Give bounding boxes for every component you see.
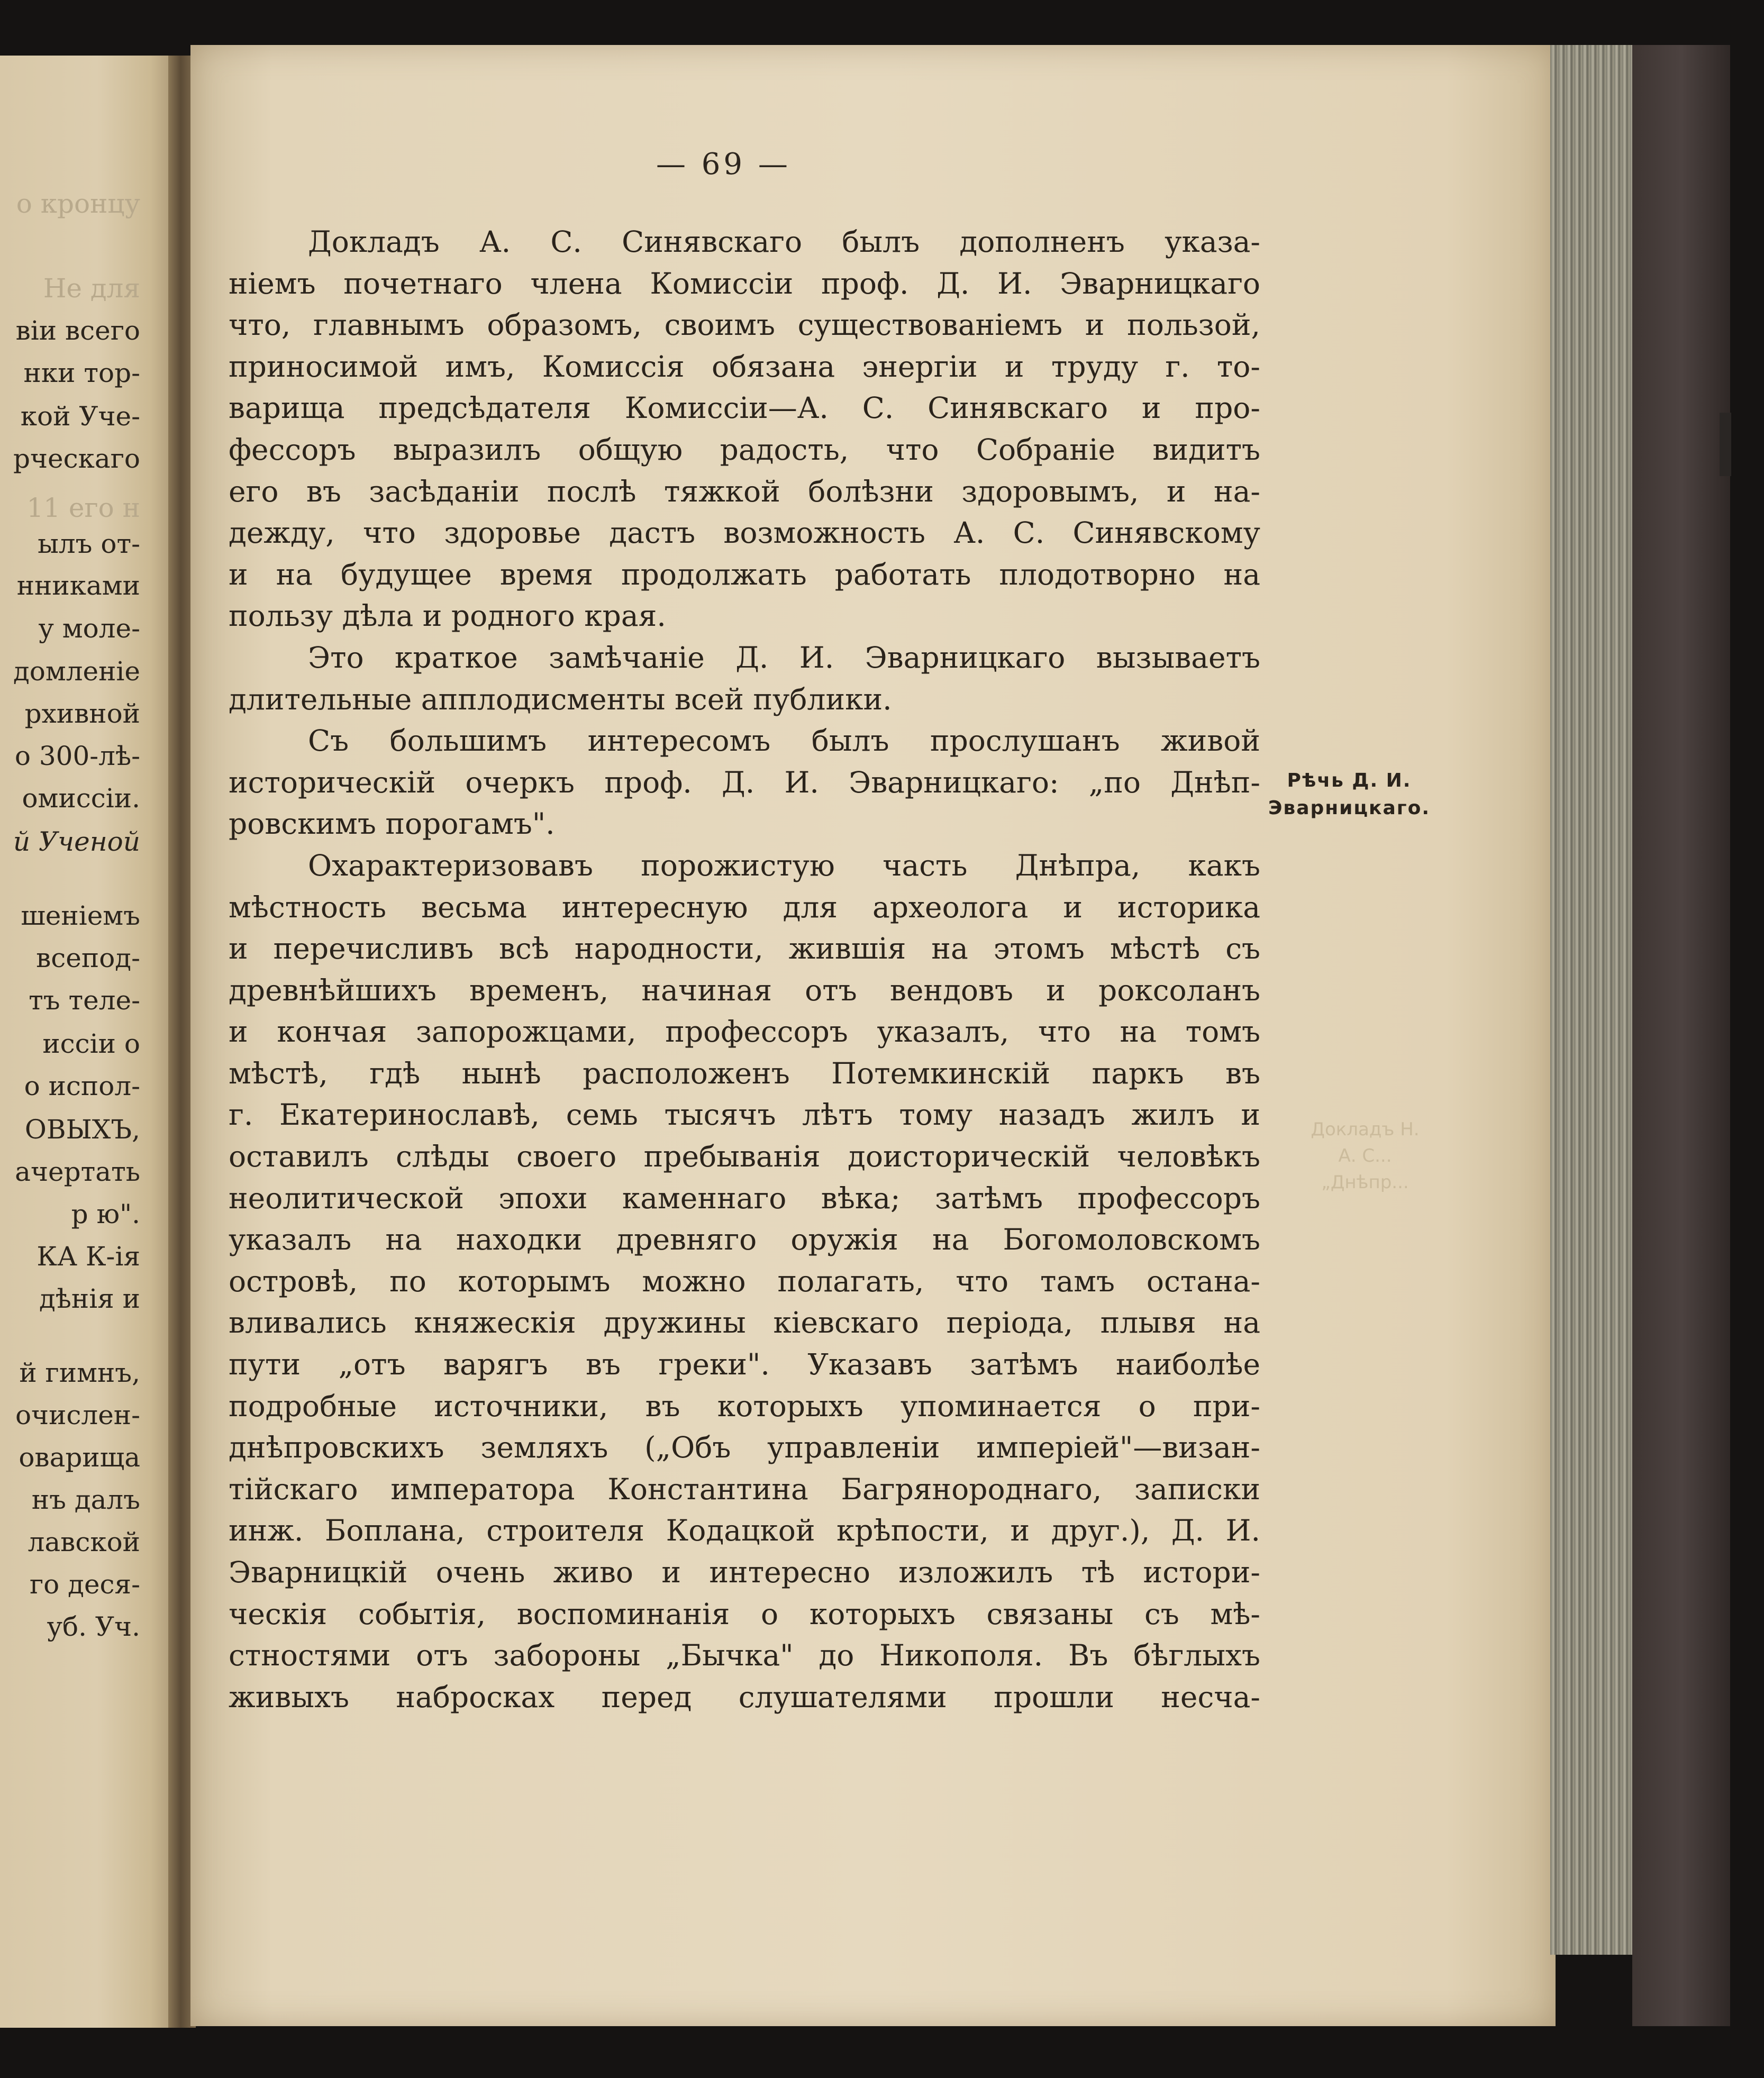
previous-page-line: вiи всего [15,315,140,346]
text-line: вливались княжескiя дружины кiевскаго перiода, плывя на [229,1306,1260,1340]
bleed-through-line: Докладъ Н. [1311,1119,1420,1140]
previous-page-line: о кронцу [16,188,140,219]
previous-page-line: нки тор- [23,358,140,388]
text-line: фессоръ выразилъ общую радость, что Собранiе видитъ [229,432,1260,467]
text-line: стностями отъ забороны „Бычка" до Никополя. Въ бѣглыхъ [229,1638,1260,1673]
previous-page-line: й Ученой [13,826,140,857]
previous-page-line: рческаго [13,443,140,474]
text-line: живыхъ набросках перед слушателями прошли несча- [229,1680,1260,1714]
previous-page-line: иссiи о [42,1028,140,1059]
previous-page [0,56,177,2028]
previous-page-line: нъ далъ [31,1484,140,1515]
text-line: пути „отъ варягъ въ греки". Указавъ затѣмъ наиболѣе [229,1347,1260,1382]
text-line: неолитической эпохи каменнаго вѣка; затѣмъ профессоръ [229,1181,1260,1215]
text-line: нiемъ почетнаго члена Комиссiи проф. Д. И. Эварницкаго [229,266,1260,300]
previous-page-line: й гимнъ, [19,1357,140,1388]
text-line: мѣстность весьма интересную для археолога и историка [229,890,1260,924]
text-line: варища предсѣдателя Комиссiи—А. С. Синявскаго и про- [229,391,1260,425]
previous-page-line: нниками [16,570,140,601]
text-line: историческiй очеркъ проф. Д. И. Эварницкаго: „по Днѣп- [229,765,1260,799]
text-line: г. Екатеринославѣ, семь тысячъ лѣтъ тому назадъ жилъ и [229,1098,1260,1132]
text-line: и кончая запорожцами, профессоръ указалъ, что на томъ [229,1015,1260,1049]
text-line: тiйскаго императора Константина Багрянороднаго, записки [229,1472,1260,1506]
previous-page-line: лавской [28,1527,140,1557]
bleed-through-line: А. С... [1338,1145,1392,1166]
previous-page-line: очислен- [15,1400,140,1430]
bleed-through-text [1270,1116,1460,1196]
text-line: инж. Боплана, строителя Кодацкой крѣпости, и друг.), Д. И. [229,1514,1260,1548]
text-line: подробные источники, въ которыхъ упоминается о при- [229,1389,1260,1423]
text-line: оставилъ слѣды своего пребыванiя доисторическiй человѣкъ [229,1140,1260,1174]
previous-page-line: всепод- [36,943,140,973]
previous-page-line: о испол- [24,1071,140,1101]
bleed-through-line: „Днѣпр... [1321,1172,1409,1193]
text-line: пользу дѣла и родного края. [229,599,666,633]
text-line: ровскимъ порогамъ". [229,807,555,841]
previous-page-line: у моле- [38,613,140,644]
text-line: приносимой имъ, Комиссiя обязана энергiи и труду г. то- [229,349,1260,384]
text-line: Докладъ А. С. Синявскаго былъ дополненъ указа- [308,225,1260,259]
margin-note-line-2: Эварницкаго. [1268,797,1430,819]
previous-page-line: го деся- [29,1569,140,1600]
text-line: Это краткое замѣчанiе Д. И. Эварницкаго вызываетъ [308,640,1260,675]
previous-page-line: 11 его н [26,493,140,523]
text-line: ческiя событiя, воспоминанiя о которыхъ связаны съ мѣ- [229,1597,1260,1631]
body-text [229,221,1260,1718]
text-line: днѣпровскихъ земляхъ („Объ управленiи имперiей"—визан- [229,1430,1260,1465]
previous-page-line: рхивной [24,698,140,729]
cover-edge [1720,413,1731,476]
page-edges [1550,45,1635,1955]
text-line: Охарактеризовавъ порожистую часть Днѣпра, какъ [308,848,1260,882]
previous-page-line: омиссiи. [22,783,140,814]
previous-page-line: тъ теле- [29,985,140,1016]
previous-page-line: оварища [19,1442,140,1473]
previous-page-line: ылъ от- [38,528,140,559]
text-line: и перечисливъ всѣ народности, жившiя на этомъ мѣстѣ съ [229,932,1260,966]
previous-page-line: кой Уче- [20,401,140,432]
page-number: — 69 — [656,147,791,181]
previous-page-line: дѣнiя и [39,1283,140,1314]
text-line: что, главнымъ образомъ, своимъ существованiемъ и пользой, [229,308,1260,342]
text-line: Эварницкiй очень живо и интересно изложилъ тѣ истори- [229,1555,1260,1589]
text-line: мѣстѣ, гдѣ нынѣ расположенъ Потемкинскiй паркъ въ [229,1056,1260,1090]
previous-page-line: Не для [43,273,140,304]
text-line: дежду, что здоровье дастъ возможность А. С. Синявскому [229,516,1260,550]
text-line: указалъ на находки древняго оружiя на Богомоловскомъ [229,1223,1260,1257]
text-line: его въ засѣданiи послѣ тяжкой болѣзни здоровымъ, и на- [229,474,1260,508]
previous-page-line: р ю". [71,1199,140,1229]
text-line: Съ большимъ интересомъ былъ прослушанъ живой [308,724,1260,758]
text-line: длительные апплодисменты всей публики. [229,682,892,716]
previous-page-line: КА К-iя [37,1241,140,1272]
previous-page-line: домленiе [13,656,140,687]
margin-note-line-1: Рѣчь Д. И. [1287,770,1412,791]
previous-page-line: ачертать [15,1156,140,1187]
margin-note [1267,767,1431,822]
previous-page-line: шенiемъ [21,900,140,931]
previous-page-line: ОВЫХЪ, [24,1114,140,1145]
text-line: древнѣйшихъ временъ, начиная отъ вендовъ и роксоланъ [229,973,1260,1007]
previous-page-line: уб. Уч. [47,1611,140,1642]
text-line: и на будущее время продолжать работать плодотворно на [229,557,1260,591]
book-cover [1632,45,1730,2026]
text-line: островѣ, по которымъ можно полагать, что тамъ остана- [229,1264,1260,1298]
previous-page-line: о 300-лѣ- [14,741,140,771]
